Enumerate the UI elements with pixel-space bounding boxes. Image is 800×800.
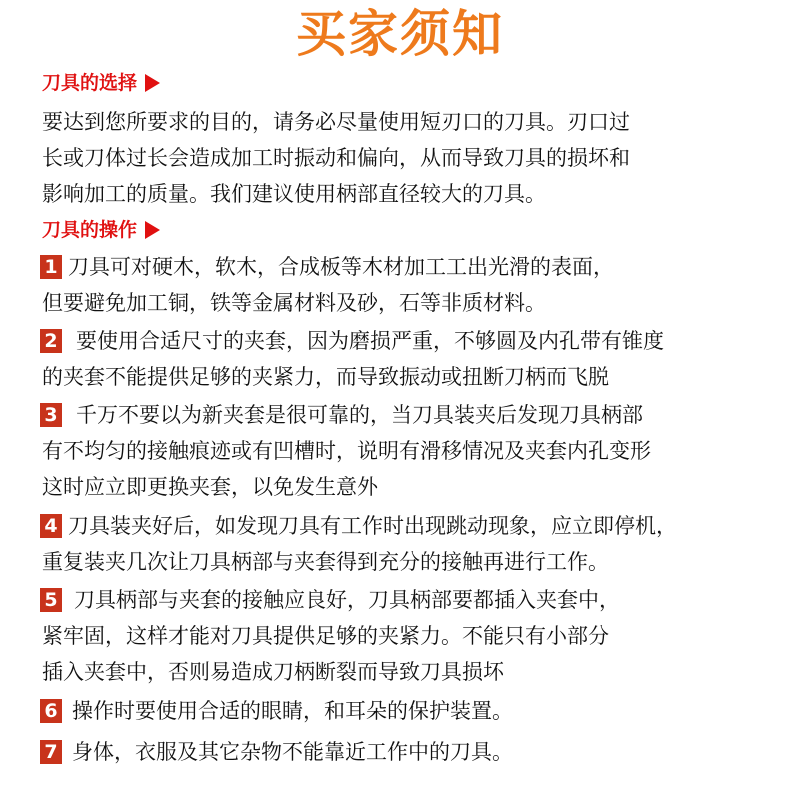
item-number-badge: 5 bbox=[40, 588, 62, 612]
item-line: 操作时要使用合适的眼睛，和耳朵的保护装置。 bbox=[72, 699, 513, 723]
intro-line: 要达到您所要求的目的，请务必尽量使用短刃口的刀具。刃口过 bbox=[42, 110, 630, 134]
item-line: 要使用合适尺寸的夹套，因为磨损严重，不够圆及内孔带有锥度 bbox=[76, 329, 664, 353]
item-number-badge: 3 bbox=[40, 403, 62, 427]
item-line: 重复装夹几次让刀具柄部与夹套得到充分的接触再进行工作。 bbox=[42, 550, 609, 574]
item-number-badge: 6 bbox=[40, 699, 62, 723]
item-line: 有不均匀的接触痕迹或有凹槽时，说明有滑移情况及夹套内孔变形 bbox=[42, 439, 651, 463]
item-number-badge: 7 bbox=[40, 740, 62, 764]
intro-line: 长或刀体过长会造成加工时振动和偏向，从而导致刀具的损坏和 bbox=[42, 146, 630, 170]
item-line: 插入夹套中，否则易造成刀柄断裂而导致刀具损坏 bbox=[42, 660, 504, 684]
section-heading-label: 刀具的操作 bbox=[42, 219, 138, 241]
item-line: 这时应立即更换夹套，以免发生意外 bbox=[42, 475, 378, 499]
item-line: 的夹套不能提供足够的夹紧力，而导致振动或扭断刀柄而飞脱 bbox=[42, 365, 609, 389]
intro-line: 影响加工的质量。我们建议使用柄部直径较大的刀具。 bbox=[42, 182, 546, 206]
item-line: 刀具可对硬木，软木，合成板等木材加工工出光滑的表面， bbox=[68, 255, 614, 279]
item-line: 身体，衣服及其它杂物不能靠近工作中的刀具。 bbox=[72, 740, 513, 764]
item-line: 但要避免加工铜，铁等金属材料及砂，石等非质材料。 bbox=[42, 291, 546, 315]
item-line: 紧牢固，这样才能对刀具提供足够的夹紧力。不能只有小部分 bbox=[42, 624, 609, 648]
section-heading-selection bbox=[42, 70, 160, 96]
item-number-badge: 1 bbox=[40, 255, 62, 279]
item-line: 刀具柄部与夹套的接触应良好，刀具柄部要都插入夹套中， bbox=[74, 588, 620, 612]
item-number-badge: 4 bbox=[40, 514, 62, 538]
page-title: 买家须知 bbox=[296, 5, 504, 63]
item-line: 千万不要以为新夹套是很可靠的，当刀具装夹后发现刀具柄部 bbox=[76, 403, 643, 427]
section-heading-label: 刀具的选择 bbox=[42, 72, 138, 94]
item-line: 刀具装夹好后，如发现刀具有工作时出现跳动现象，应立即停机， bbox=[68, 514, 677, 538]
triangle-right-icon bbox=[145, 221, 160, 239]
item-number-badge: 2 bbox=[40, 329, 62, 353]
triangle-right-icon bbox=[145, 74, 160, 92]
section-heading-operation bbox=[42, 217, 160, 243]
